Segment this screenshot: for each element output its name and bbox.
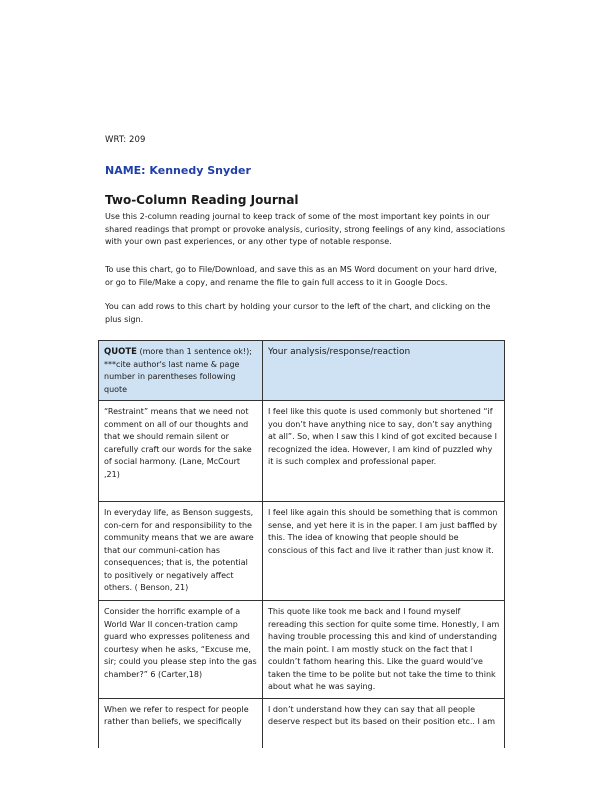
response-cell[interactable]: I don’t understand how they can say that all people deserve respect but its based on their position etc.. I am [263,698,505,748]
table-header-row [99,341,505,401]
header-quote [99,341,263,401]
reading-journal-table [98,340,505,748]
table-row [99,401,505,502]
table-row [99,698,505,748]
page-title: Two-Column Reading Journal [105,193,299,207]
response-cell[interactable]: This quote like took me back and I found myself rereading this section for quite some time. Honestly, I am having trouble processing this and kind of understanding the main point. I am mostly stuck on the fact that I couldn’t fathom hearing this. Like the guard would’ve taken the time to be polite but not take the time to think about what he was saying. [263,601,505,699]
table-row [99,601,505,699]
intro-paragraph: Use this 2-column reading journal to keep track of some of the most important key points in our shared readings that prompt or provoke analysis, curiosity, strong feelings of any kind, associations with your own past experiences, or any other type of notable response. [105,212,505,246]
quote-cell[interactable]: Consider the horrific example of a World War II concen-tration camp guard who expresses politeness and courtesy when he asks, “Excuse me, sir; could you please step into the gas chamber?” 6 (Carter,18) [99,601,263,699]
instructions-paragraph: To use this chart, go to File/Download, and save this as an MS Word document on your hard drive, or go to File/Make a copy, and rename the file to gain full access to it in Google Docs. [105,265,497,287]
header-quote-label: QUOTE [104,347,137,357]
student-name: NAME: Kennedy Snyder [105,164,251,177]
header-quote-note: (more than 1 sentence ok!); ***cite author's last name & page number in parentheses following quote [104,347,252,394]
course-code: WRT: 209 [105,135,146,145]
quote-cell[interactable]: In everyday life, as Benson suggests, con-cern for and responsibility to the community means that we are aware that our communi-cation has consequences; that is, the potential to positively or negatively affect others. ( Benson, 21) [99,502,263,601]
quote-cell[interactable]: When we refer to respect for people rather than beliefs, we specifically [99,698,263,748]
add-rows-paragraph: You can add rows to this chart by holding your cursor to the left of the chart, and clicking on the plus sign. [105,302,491,324]
table-row [99,502,505,601]
quote-cell[interactable]: “Restraint” means that we need not comment on all of our thoughts and that we should remain silent or carefully craft our words for the sake of social harmony. (Lane, McCourt ,21) [99,401,263,502]
header-response: Your analysis/response/reaction [263,341,505,401]
response-cell[interactable]: I feel like again this should be something that is common sense, and yet here it is in the paper. I am just baffled by this. The idea of knowing that people should be conscious of this fact and live it rather than just know it. [263,502,505,601]
response-cell[interactable]: I feel like this quote is used commonly but shortened “if you don’t have anything nice to say, don’t say anything at all”. So, when I saw this I kind of got excited because I recognized the idea. However, I am kind of puzzled why it is such complex and professional paper. [263,401,505,502]
